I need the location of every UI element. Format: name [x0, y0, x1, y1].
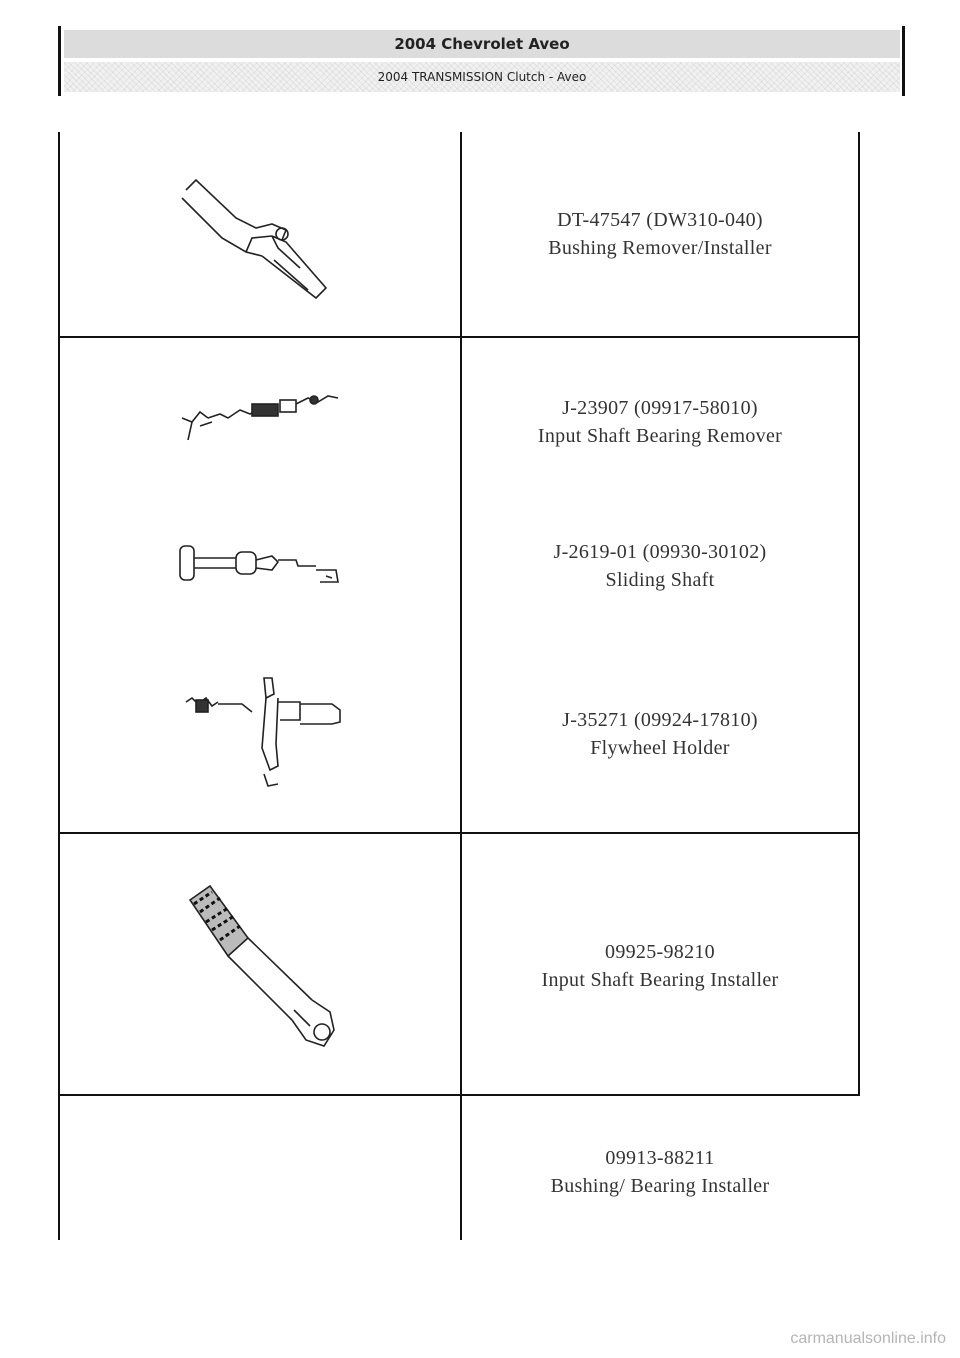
tool-part-number: J-23907 (09917-58010) — [562, 397, 758, 419]
special-tools-table — [58, 132, 860, 1240]
page-subtitle: 2004 TRANSMISSION Clutch - Aveo — [64, 62, 900, 92]
tool-part-number: DT-47547 (DW310-040) — [557, 209, 763, 231]
watermark-link[interactable]: carmanualsonline.info — [790, 1330, 946, 1347]
tool-name: Bushing Remover/Installer — [548, 237, 772, 259]
tool-cell — [462, 938, 858, 994]
table-border-left — [58, 132, 60, 1240]
header-rule-left — [58, 26, 61, 96]
sliding-shaft-tool-icon — [176, 540, 346, 590]
tool-cell — [462, 206, 858, 262]
table-column-divider — [460, 132, 462, 1240]
table-row-divider — [58, 1094, 860, 1096]
tool-cell — [462, 706, 858, 762]
tool-name: Input Shaft Bearing Installer — [541, 969, 779, 991]
tool-part-number: J-35271 (09924-17810) — [562, 709, 758, 731]
tool-name: Bushing/ Bearing Installer — [550, 1175, 770, 1197]
tool-name: Input Shaft Bearing Remover — [537, 425, 783, 447]
tool-cell — [462, 394, 858, 450]
bushing-remover-tool-icon — [176, 176, 356, 306]
header-rule-right — [902, 26, 905, 96]
table-row-divider — [58, 832, 860, 834]
table-row-divider — [58, 336, 860, 338]
tool-cell — [462, 538, 858, 594]
tool-part-number: 09913-88211 — [605, 1147, 715, 1169]
tool-part-number: J-2619-01 (09930-30102) — [553, 541, 767, 563]
tool-part-number: 09925-98210 — [605, 941, 715, 963]
bearing-remover-tool-icon — [178, 388, 348, 448]
page-title: 2004 Chevrolet Aveo — [64, 30, 900, 58]
tool-name: Sliding Shaft — [605, 569, 715, 591]
table-border-right — [858, 132, 860, 1096]
bearing-installer-tool-icon — [182, 880, 352, 1060]
tool-cell — [462, 1144, 858, 1200]
tool-name: Flywheel Holder — [590, 737, 730, 759]
flywheel-holder-tool-icon — [182, 674, 352, 794]
